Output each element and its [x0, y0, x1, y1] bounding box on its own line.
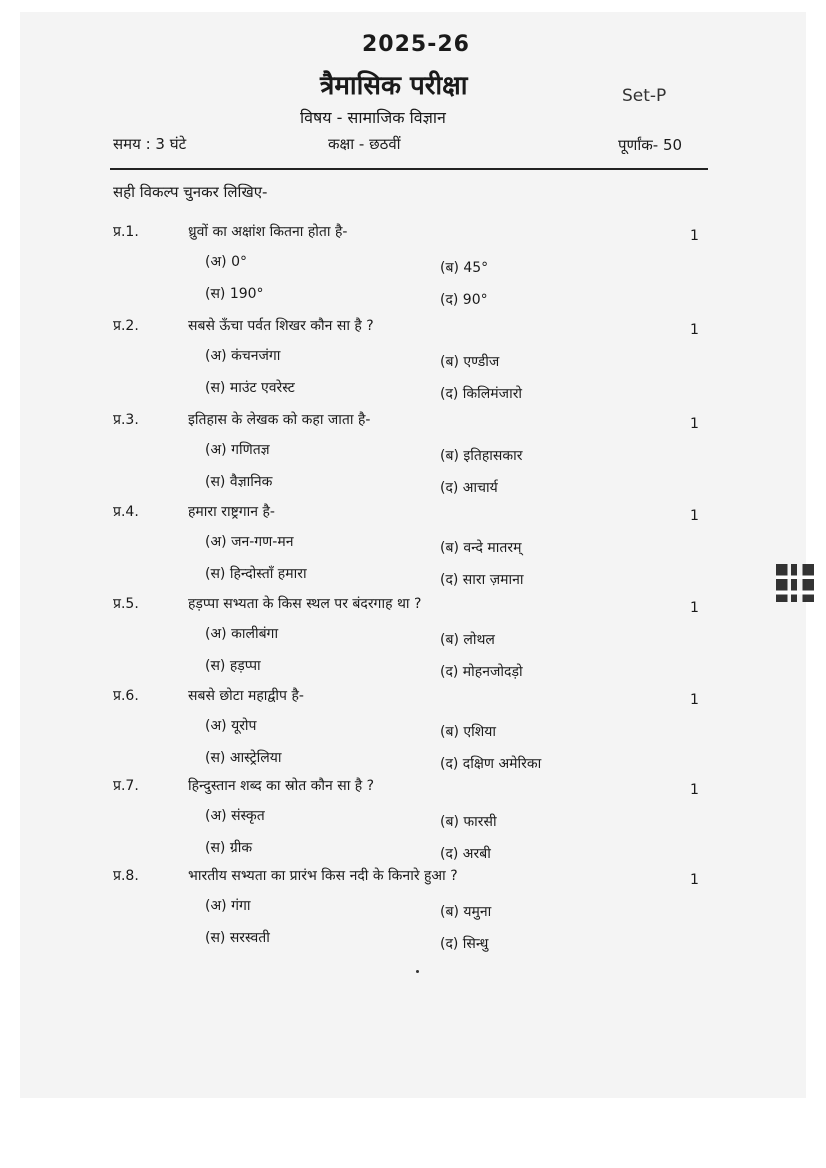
answer-option: (द) मोहनजोदड़ो	[440, 664, 523, 680]
exam-title: त्रैमासिक परीक्षा	[320, 71, 468, 101]
answer-option: (अ) गणितज्ञ	[205, 442, 270, 458]
answer-option: (स) आस्ट्रेलिया	[205, 750, 282, 766]
answer-option: (अ) कंचनजंगा	[205, 348, 281, 364]
exam-paper	[20, 12, 806, 1098]
question-number: प्र.6.	[113, 688, 139, 704]
question-number: प्र.8.	[113, 868, 139, 884]
answer-option: (ब) एशिया	[440, 724, 497, 740]
question-text: हिन्दुस्तान शब्द का स्रोत कौन सा है ?	[188, 778, 375, 794]
answer-option: (द) आचार्य	[440, 480, 498, 496]
question-text: हमारा राष्ट्रगान है-	[188, 504, 275, 520]
question-marks: 1	[690, 322, 699, 338]
answer-option: (द) सारा ज़माना	[440, 572, 524, 588]
question-number: प्र.5.	[113, 596, 139, 612]
answer-option: (द) 90°	[440, 292, 488, 308]
answer-option: (ब) लोथल	[440, 632, 495, 648]
qr-code-icon	[776, 564, 814, 602]
question-number: प्र.2.	[113, 318, 139, 334]
time-label: समय : 3 घंटे	[113, 135, 187, 153]
answer-option: (स) हड़प्पा	[205, 658, 261, 674]
answer-option: (द) सिन्धु	[440, 936, 489, 952]
answer-option: (ब) वन्दे मातरम्	[440, 540, 522, 556]
question-number: प्र.7.	[113, 778, 139, 794]
answer-option: (द) दक्षिण अमेरिका	[440, 756, 542, 772]
answer-option: (अ) 0°	[205, 254, 247, 270]
answer-option: (अ) गंगा	[205, 898, 251, 914]
set-label: Set-P	[622, 86, 667, 106]
question-text: भारतीय सभ्यता का प्रारंभ किस नदी के किनारे हुआ ?	[188, 868, 458, 884]
page-dot	[416, 970, 419, 973]
answer-option: (ब) इतिहासकार	[440, 448, 523, 464]
answer-option: (ब) यमुना	[440, 904, 492, 920]
question-marks: 1	[690, 600, 699, 616]
answer-option: (स) वैज्ञानिक	[205, 474, 273, 490]
answer-option: (स) सरस्वती	[205, 930, 270, 946]
question-marks: 1	[690, 508, 699, 524]
answer-option: (स) ग्रीक	[205, 840, 253, 856]
question-marks: 1	[690, 872, 699, 888]
question-text: सबसे छोटा महाद्वीप है-	[188, 688, 304, 704]
answer-option: (स) माउंट एवरेस्ट	[205, 380, 295, 396]
question-number: प्र.3.	[113, 412, 139, 428]
answer-option: (ब) फारसी	[440, 814, 497, 830]
answer-option: (ब) 45°	[440, 260, 489, 276]
question-text: हड़प्पा सभ्यता के किस स्थल पर बंदरगाह था ?	[188, 596, 422, 612]
question-text: सबसे ऊँचा पर्वत शिखर कौन सा है ?	[188, 318, 374, 334]
question-marks: 1	[690, 416, 699, 432]
answer-option: (स) हिन्दोस्ताँ हमारा	[205, 566, 307, 582]
answer-option: (द) अरबी	[440, 846, 491, 862]
class-label: कक्षा - छठवीं	[328, 135, 401, 153]
answer-option: (अ) जन-गण-मन	[205, 534, 294, 550]
exam-year: 2025-26	[362, 32, 470, 57]
answer-option: (स) 190°	[205, 286, 264, 302]
total-marks-label: पूर्णांक- 50	[618, 136, 683, 154]
question-marks: 1	[690, 692, 699, 708]
question-marks: 1	[690, 228, 699, 244]
subject-label: विषय - सामाजिक विज्ञान	[300, 108, 446, 127]
header-divider	[110, 168, 708, 170]
question-number: प्र.4.	[113, 504, 139, 520]
answer-option: (ब) एण्डीज	[440, 354, 500, 370]
answer-option: (अ) यूरोप	[205, 718, 257, 734]
answer-option: (द) किलिमंजारो	[440, 386, 523, 402]
question-number: प्र.1.	[113, 224, 139, 240]
answer-option: (अ) संस्कृत	[205, 808, 265, 824]
question-text: ध्रुवों का अक्षांश कितना होता है-	[188, 224, 348, 240]
question-text: इतिहास के लेखक को कहा जाता है-	[188, 412, 371, 428]
question-marks: 1	[690, 782, 699, 798]
answer-option: (अ) कालीबंगा	[205, 626, 279, 642]
instruction-text: सही विकल्प चुनकर लिखिए-	[113, 183, 268, 201]
